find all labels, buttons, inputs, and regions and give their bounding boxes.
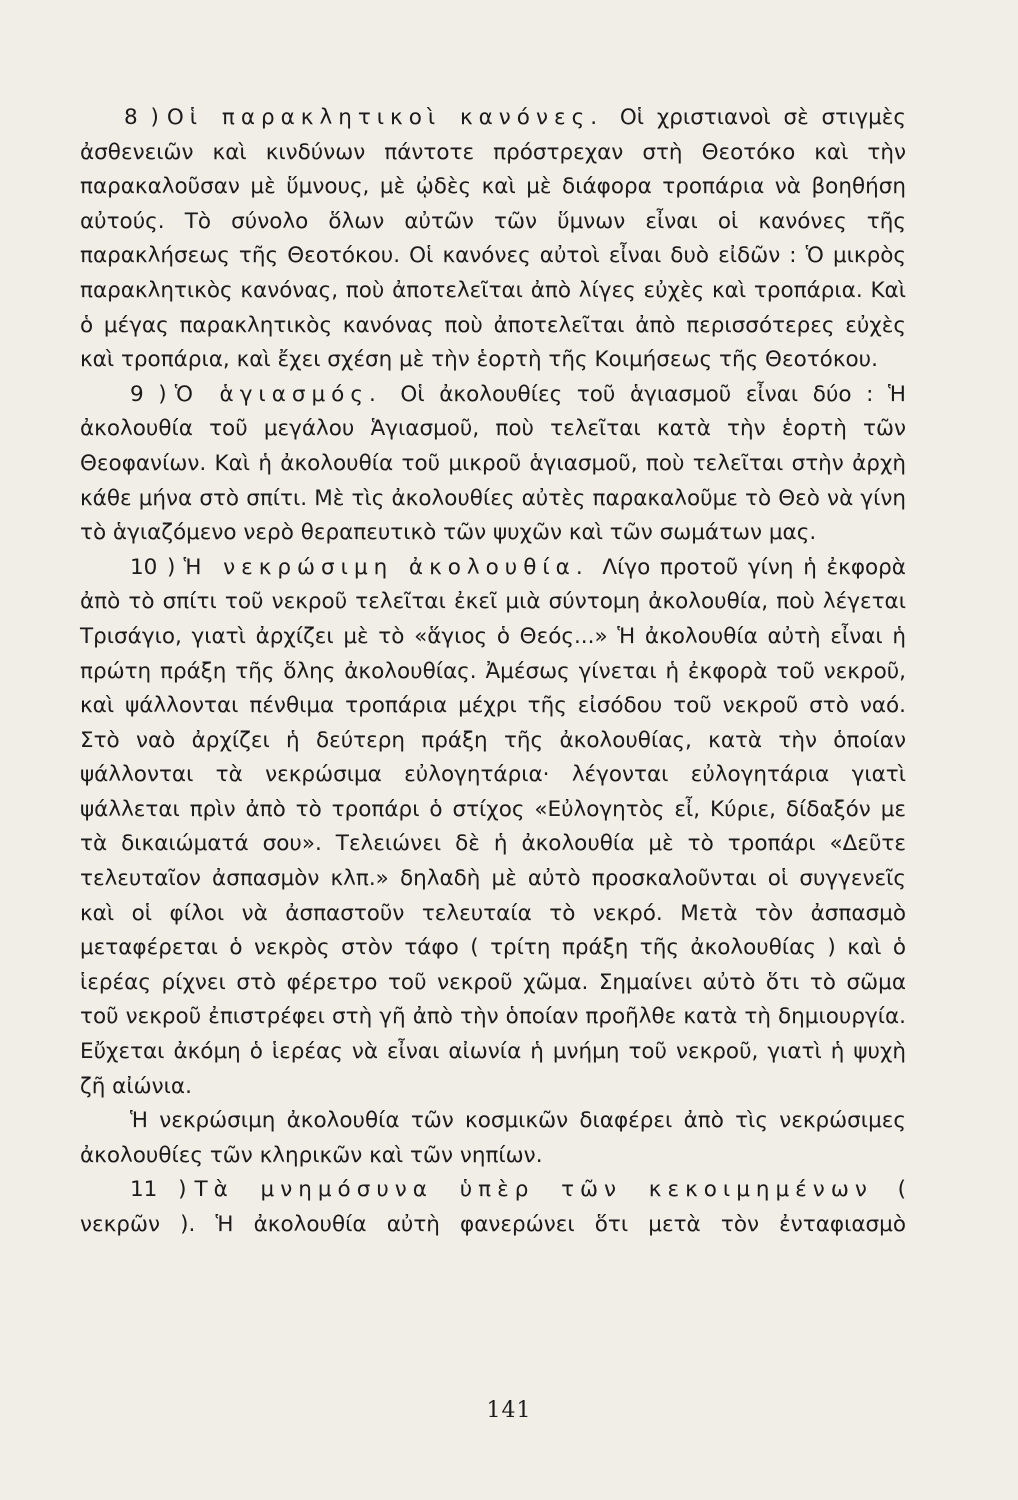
section-10-note-text: Ἡ νεκρώσιμη ἀκολουθία τῶν κοσμικῶν διαφέρει ἀπὸ τὶς νεκρώσιμες ἀκολουθίες τῶν κληρικῶν καὶ τῶν νηπίων. <box>80 1108 906 1168</box>
section-8-number: 8 ) <box>124 105 159 130</box>
section-10-number: 10 ) <box>130 554 176 580</box>
body-text <box>80 101 906 1243</box>
section-11-text: ( νεκρῶν ). Ἡ ἀκολουθία αὐτὴ φανερώνει ὅτι μετὰ τὸν ἐνταφιασμὸ <box>80 1177 906 1237</box>
section-11-number: 11 ) <box>130 1177 187 1203</box>
section-8-paragraph <box>80 101 906 378</box>
section-10-note-paragraph <box>80 1104 906 1173</box>
section-9-heading: Ὁ ἁγιασμός. <box>174 381 382 407</box>
section-10-paragraph <box>80 551 906 1105</box>
section-11-paragraph <box>80 1173 906 1242</box>
section-8-text: Οἱ χριστιανοὶ σὲ στιγμὲς ἀσθενειῶν καὶ κινδύνων πάντοτε πρόστρεχαν στὴ Θεοτόκο καὶ τὴν παρακαλοῦσαν μὲ ὕμνους, μὲ ᾠδὲς καὶ μὲ διάφορα τροπάρια νὰ βοηθήση αὐτούς. Τὸ σύνολο ὅλων αὐτῶν τῶν ὕμνων εἶναι οἱ κανόνες τῆς παρακλήσεως τῆς Θεοτόκου. Οἱ κανόνες αὐτοὶ εἶναι δυὸ εἰδῶν : Ὁ μικρὸς παρακλητικὸς κανόνας, ποὺ ἀποτελεῖται ἀπὸ λίγες εὐχὲς καὶ τροπάρια. Καὶ ὁ μέγας παρακλητικὸς κανόνας ποὺ ἀποτελεῖται ἀπὸ περισσότερες εὐχὲς καὶ τροπάρια, καὶ ἔχει σχέση μὲ τὴν ἑορτὴ τῆς Κοιμήσεως τῆς Θεοτόκου. <box>80 105 906 373</box>
section-9-number: 9 ) <box>130 381 167 407</box>
section-10-heading: Ἡ νεκρώσιμη ἀκολουθία. <box>183 554 589 580</box>
page-number: 141 <box>486 1398 532 1423</box>
section-11-heading: Τὰ μνημόσυνα ὑπὲρ τῶν κεκοιμημένων <box>194 1177 873 1203</box>
section-8-heading: Οἱ παρακλητικοὶ κανόνες. <box>166 105 604 130</box>
section-9-text: Οἱ ἀκολουθίες τοῦ ἁγιασμοῦ εἶναι δύο : Ἡ ἀκολουθία τοῦ μεγάλου Ἁγιασμοῦ, ποὺ τελεῖται κατὰ τὴν ἑορτὴ τῶν Θεοφανίων. Καὶ ἡ ἀκολουθία τοῦ μικροῦ ἁγιασμοῦ, ποὺ τελεῖται στὴν ἀρχὴ κάθε μήνα στὸ σπίτι. Μὲ τὶς ἀκολουθίες αὐτὲς παρακαλοῦμε τὸ Θεὸ νὰ γίνη τὸ ἁγιαζόμενο νερὸ θεραπευτικὸ τῶν ψυχῶν καὶ τῶν σωμάτων μας. <box>80 381 906 546</box>
section-10-text: Λίγο προτοῦ γίνη ἡ ἐκφορὰ ἀπὸ τὸ σπίτι τοῦ νεκροῦ τελεῖται ἐκεῖ μιὰ σύντομη ἀκολουθία, ποὺ λέγεται Τρισάγιο, γιατὶ ἀρχίζει μὲ τὸ «ἅγιος ὁ Θεός...» Ἡ ἀκολουθία αὐτὴ εἶναι ἡ πρώτη πράξη τῆς ὅλης ἀκολουθίας. Ἀμέσως γίνεται ἡ ἐκφορὰ τοῦ νεκροῦ, καὶ ψάλλονται πένθιμα τροπάρια μέχρι τῆς εἰσόδου τοῦ νεκροῦ στὸ ναό. Στὸ ναὸ ἀρχίζει ἡ δεύτερη πράξη τῆς ἀκολουθίας, κατὰ τὴν ὁποίαν ψάλλονται τὰ νεκρώσιμα εὐλογητάρια· λέγονται εὐλογητάρια γιατὶ ψάλλεται πρὶν ἀπὸ τὸ τροπάρι ὁ στίχος «Εὐλογητὸς εἶ, Κύριε, δίδαξόν με τὰ δικαιώματά σου». Τελειώνει δὲ ἡ ἀκολουθία μὲ τὸ τροπάρι «Δεῦτε τελευταῖον ἀσπασμὸν κλπ.» δηλαδὴ μὲ αὐτὸ προσκαλοῦνται οἱ συγγενεῖς καὶ οἱ φίλοι νὰ ἀσπαστοῦν τελευταία τὸ νεκρό. Μετὰ τὸν ἀσπασμὸ μεταφέρεται ὁ νεκρὸς στὸν τάφο ( τρίτη πράξη τῆς ἀκολουθίας ) καὶ ὁ ἱερέας ρίχνει στὸ φέρετρο τοῦ νεκροῦ χῶμα. Σημαίνει αὐτὸ ὅτι τὸ σῶμα τοῦ νεκροῦ ἐπιστρέφει στὴ γῆ ἀπὸ τὴν ὁποίαν προῆλθε κατὰ τὴ δημιουργία. Εὔχεται ἀκόμη ὁ ἱερέας νὰ εἶναι αἰωνία ἡ μνήμη τοῦ νεκροῦ, γιατὶ ἡ ψυχὴ ζῆ αἰώνια. <box>80 554 906 1099</box>
section-9-paragraph <box>80 378 906 551</box>
